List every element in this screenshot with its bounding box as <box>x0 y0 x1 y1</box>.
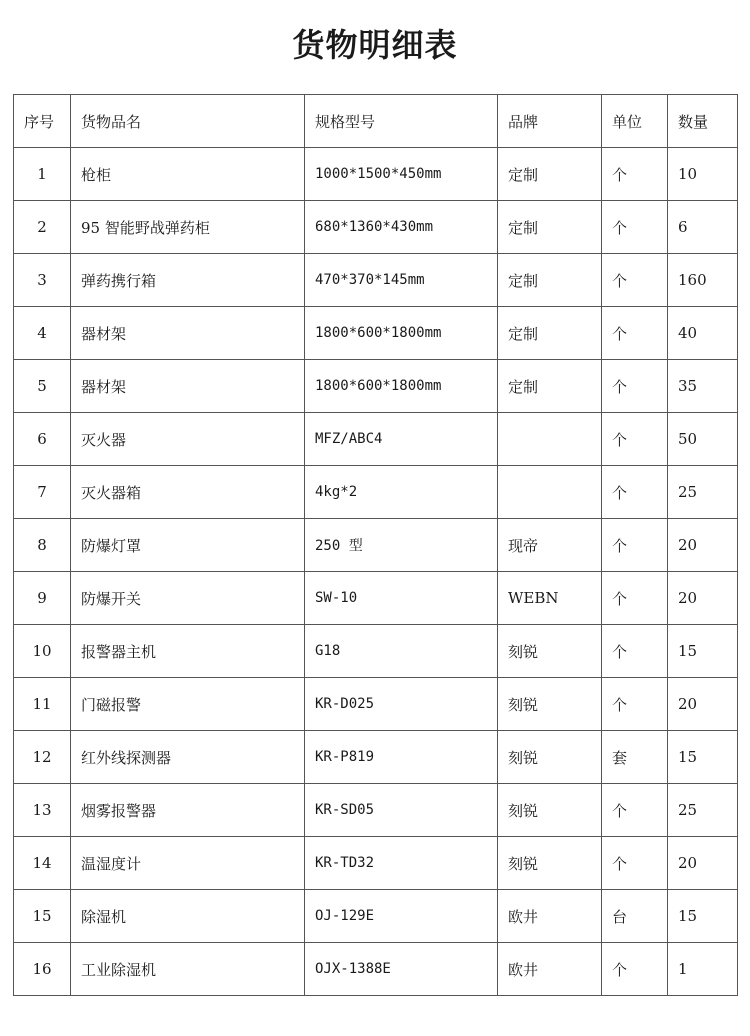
cell-seq: 10 <box>14 625 71 678</box>
header-spec: 规格型号 <box>305 95 498 148</box>
cell-spec: 1000*1500*450mm <box>305 148 498 201</box>
cell-brand: 现帝 <box>498 519 602 572</box>
cell-spec: 1800*600*1800mm <box>305 360 498 413</box>
cell-seq: 2 <box>14 201 71 254</box>
table-row <box>14 731 738 784</box>
header-unit: 单位 <box>602 95 668 148</box>
header-brand: 品牌 <box>498 95 602 148</box>
cell-seq: 6 <box>14 413 71 466</box>
cell-spec: OJ-129E <box>305 890 498 943</box>
cell-seq: 12 <box>14 731 71 784</box>
cell-spec: KR-D025 <box>305 678 498 731</box>
cell-name: 红外线探测器 <box>71 731 305 784</box>
table-row <box>14 837 738 890</box>
table-row <box>14 360 738 413</box>
table-header-row <box>14 95 738 148</box>
cell-spec: KR-TD32 <box>305 837 498 890</box>
cell-name: 烟雾报警器 <box>71 784 305 837</box>
cell-brand: 定制 <box>498 148 602 201</box>
cell-seq: 13 <box>14 784 71 837</box>
cell-seq: 15 <box>14 890 71 943</box>
cell-unit: 个 <box>602 784 668 837</box>
cell-unit: 个 <box>602 678 668 731</box>
page-title: 货物明细表 <box>292 26 458 64</box>
cell-qty: 40 <box>668 307 738 360</box>
cell-name: 除湿机 <box>71 890 305 943</box>
cell-name: 弹药携行箱 <box>71 254 305 307</box>
table-row <box>14 466 738 519</box>
table-row <box>14 413 738 466</box>
cell-name: 95 智能野战弹药柜 <box>71 201 305 254</box>
cell-qty: 15 <box>668 890 738 943</box>
cell-name: 枪柜 <box>71 148 305 201</box>
table-row <box>14 254 738 307</box>
cell-unit: 个 <box>602 254 668 307</box>
cell-name: 工业除湿机 <box>71 943 305 996</box>
cell-unit: 个 <box>602 413 668 466</box>
cell-seq: 5 <box>14 360 71 413</box>
table-row <box>14 519 738 572</box>
cell-unit: 个 <box>602 148 668 201</box>
table-row <box>14 201 738 254</box>
header-qty: 数量 <box>668 95 738 148</box>
table-row <box>14 890 738 943</box>
cell-spec: 1800*600*1800mm <box>305 307 498 360</box>
cell-spec: 250 型 <box>305 519 498 572</box>
cell-name: 器材架 <box>71 307 305 360</box>
cell-unit: 台 <box>602 890 668 943</box>
cell-seq: 3 <box>14 254 71 307</box>
cell-spec: SW-10 <box>305 572 498 625</box>
goods-table <box>13 94 738 996</box>
header-seq: 序号 <box>14 95 71 148</box>
cell-brand: 定制 <box>498 254 602 307</box>
cell-brand: 定制 <box>498 201 602 254</box>
cell-name: 温湿度计 <box>71 837 305 890</box>
cell-name: 器材架 <box>71 360 305 413</box>
cell-qty: 25 <box>668 784 738 837</box>
cell-seq: 16 <box>14 943 71 996</box>
cell-unit: 个 <box>602 837 668 890</box>
cell-brand: 欧井 <box>498 943 602 996</box>
cell-seq: 1 <box>14 148 71 201</box>
cell-name: 灭火器箱 <box>71 466 305 519</box>
cell-seq: 9 <box>14 572 71 625</box>
cell-unit: 个 <box>602 625 668 678</box>
table-row <box>14 307 738 360</box>
cell-brand: 定制 <box>498 360 602 413</box>
cell-unit: 个 <box>602 572 668 625</box>
header-name: 货物品名 <box>71 95 305 148</box>
cell-name: 防爆开关 <box>71 572 305 625</box>
cell-qty: 6 <box>668 201 738 254</box>
cell-qty: 20 <box>668 519 738 572</box>
cell-unit: 个 <box>602 360 668 413</box>
cell-brand: 刻锐 <box>498 625 602 678</box>
cell-qty: 15 <box>668 625 738 678</box>
cell-brand: 定制 <box>498 307 602 360</box>
cell-spec: 680*1360*430mm <box>305 201 498 254</box>
cell-seq: 4 <box>14 307 71 360</box>
table-row <box>14 784 738 837</box>
cell-name: 报警器主机 <box>71 625 305 678</box>
cell-spec: OJX-1388E <box>305 943 498 996</box>
cell-seq: 14 <box>14 837 71 890</box>
cell-qty: 20 <box>668 837 738 890</box>
cell-name: 门磁报警 <box>71 678 305 731</box>
cell-brand <box>498 413 602 466</box>
cell-name: 防爆灯罩 <box>71 519 305 572</box>
cell-seq: 11 <box>14 678 71 731</box>
cell-brand: 刻锐 <box>498 731 602 784</box>
cell-qty: 1 <box>668 943 738 996</box>
cell-brand: 刻锐 <box>498 784 602 837</box>
cell-name: 灭火器 <box>71 413 305 466</box>
cell-unit: 套 <box>602 731 668 784</box>
cell-qty: 160 <box>668 254 738 307</box>
cell-spec: KR-SD05 <box>305 784 498 837</box>
cell-brand: 刻锐 <box>498 837 602 890</box>
cell-seq: 8 <box>14 519 71 572</box>
cell-spec: KR-P819 <box>305 731 498 784</box>
cell-qty: 20 <box>668 678 738 731</box>
table-row <box>14 572 738 625</box>
cell-brand <box>498 466 602 519</box>
cell-brand: WEBN <box>498 572 602 625</box>
cell-unit: 个 <box>602 519 668 572</box>
cell-unit: 个 <box>602 307 668 360</box>
cell-qty: 20 <box>668 572 738 625</box>
cell-seq: 7 <box>14 466 71 519</box>
cell-unit: 个 <box>602 466 668 519</box>
cell-qty: 25 <box>668 466 738 519</box>
cell-brand: 刻锐 <box>498 678 602 731</box>
cell-spec: G18 <box>305 625 498 678</box>
cell-qty: 15 <box>668 731 738 784</box>
table-row <box>14 943 738 996</box>
cell-qty: 50 <box>668 413 738 466</box>
cell-unit: 个 <box>602 201 668 254</box>
table-row <box>14 678 738 731</box>
cell-spec: 470*370*145mm <box>305 254 498 307</box>
cell-unit: 个 <box>602 943 668 996</box>
table-row <box>14 148 738 201</box>
cell-brand: 欧井 <box>498 890 602 943</box>
table-row <box>14 625 738 678</box>
cell-qty: 35 <box>668 360 738 413</box>
cell-spec: MFZ/ABC4 <box>305 413 498 466</box>
cell-qty: 10 <box>668 148 738 201</box>
cell-spec: 4kg*2 <box>305 466 498 519</box>
